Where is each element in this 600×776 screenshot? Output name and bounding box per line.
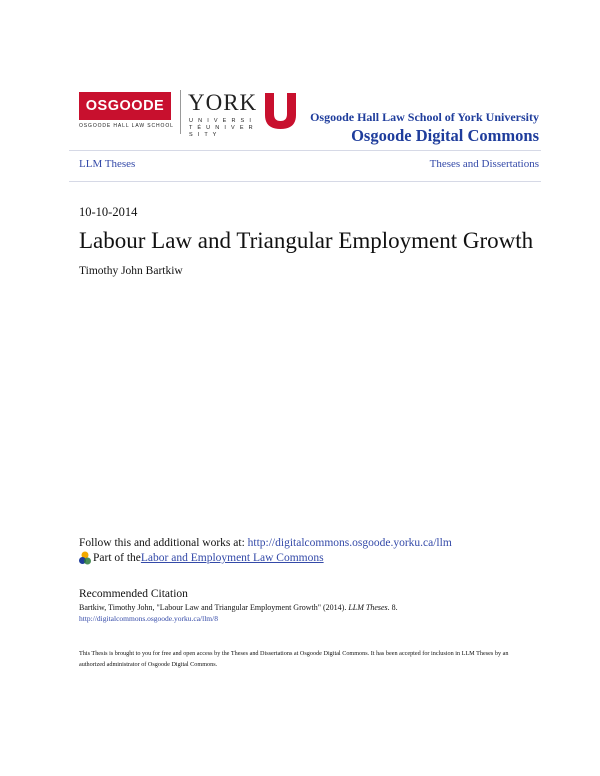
document-title: Labour Law and Triangular Employment Growth (79, 228, 534, 253)
citation-url-link[interactable]: http://digitalcommons.osgoode.yorku.ca/llm/8 (79, 614, 218, 623)
network-icon (79, 551, 91, 565)
york-logo[interactable] (188, 90, 298, 136)
osgoode-logo-wordmark: OSGOODE (79, 92, 171, 120)
access-notice: This Thesis is brought to you for free and open access by the Theses and Dissertations at Osgoode Digital Commons. It has been accepted for inclusion in LLM Theses by an authorized administrator of Osgoode Digital Commons. (79, 650, 509, 668)
document-date: 10-10-2014 (79, 205, 138, 219)
nav-link-llm-theses[interactable]: LLM Theses (79, 158, 136, 170)
institution-name[interactable]: Osgoode Hall Law School of York University (310, 110, 539, 124)
recommended-citation-heading: Recommended Citation (79, 588, 188, 600)
part-of-line (79, 551, 324, 565)
part-of-label: Part of the (93, 552, 141, 564)
commons-link[interactable]: Labor and Employment Law Commons (140, 552, 324, 564)
follow-label: Follow this and additional works at: (79, 537, 248, 549)
institution-block (310, 110, 539, 146)
follow-url-link[interactable]: http://digitalcommons.osgoode.yorku.ca/llm (247, 537, 452, 549)
citation-series: LLM Theses (348, 603, 388, 612)
york-logo-wordmark: YORK (188, 90, 258, 115)
follow-line (79, 537, 452, 549)
nav-link-theses-dissertations[interactable]: Theses and Dissertations (429, 158, 539, 170)
citation-text (79, 603, 398, 612)
osgoode-logo[interactable] (79, 92, 174, 132)
york-logo-subtext: U N I V E R S I T É U N I V E R S I T Y (189, 118, 255, 138)
citation-url (79, 614, 218, 623)
repository-name[interactable]: Osgoode Digital Commons (351, 126, 539, 145)
osgoode-logo-subtext: OSGOODE HALL LAW SCHOOL (79, 123, 174, 129)
citation-number: . 8. (387, 603, 398, 612)
logo-divider (180, 90, 181, 134)
breadcrumb-bar (69, 150, 541, 182)
york-u-icon (265, 93, 296, 129)
page-header (79, 88, 539, 145)
citation-main: Bartkiw, Timothy John, "Labour Law and Triangular Employment Growth" (2014). (79, 603, 349, 612)
document-author: Timothy John Bartkiw (79, 265, 183, 277)
